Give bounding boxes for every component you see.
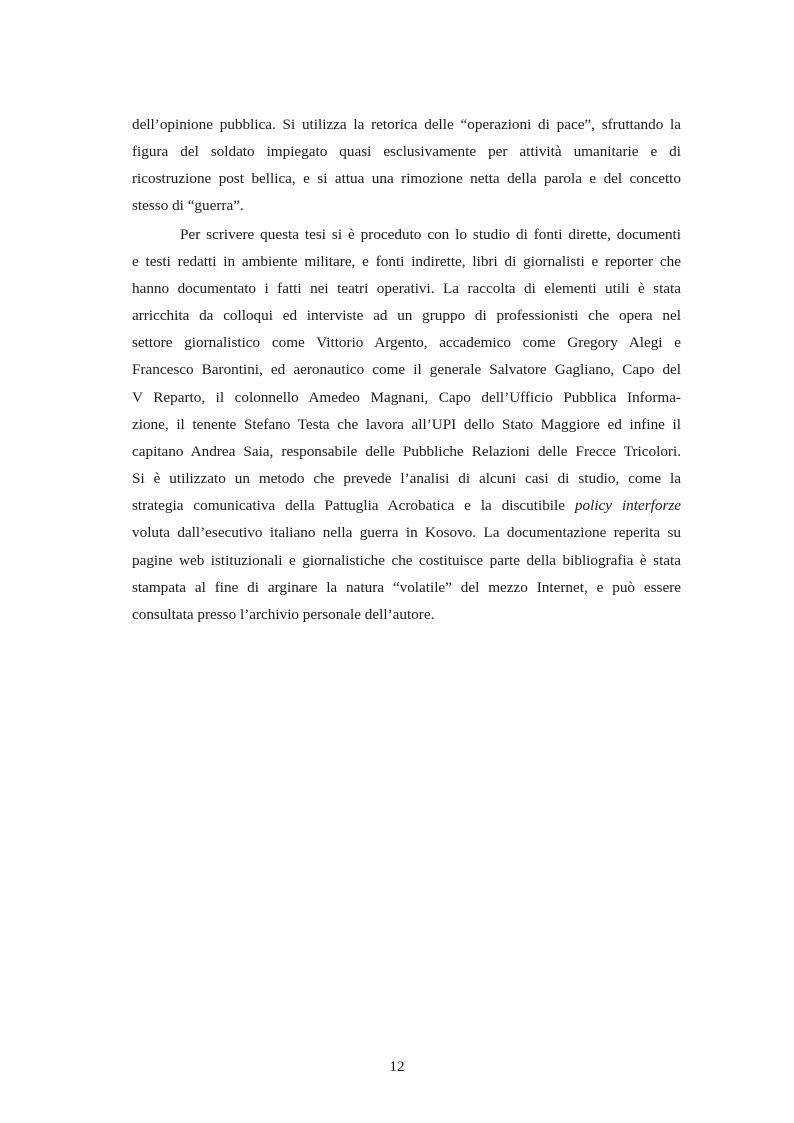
text-line: Francesco Barontini, ed aeronautico come il generale Salvatore Gagliano, Capo del bbox=[132, 361, 681, 378]
text-line: stesso di “guerra”. bbox=[132, 197, 244, 214]
page-number: 12 bbox=[389, 1058, 405, 1075]
text-line: figura del soldato impiegato quasi esclusivamente per attività umanitarie e di bbox=[132, 143, 681, 160]
text-line: hanno documentato i fatti nei teatri operativi. La raccolta di elementi utili è stata bbox=[132, 280, 681, 297]
text-line: voluta dall’esecutivo italiano nella guerra in Kosovo. La documentazione reperita su bbox=[132, 524, 681, 541]
text-line: settore giornalistico come Vittorio Argento, accademico come Gregory Alegi e bbox=[132, 334, 681, 351]
text-line: Per scrivere questa tesi si è proceduto con lo studio di fonti dirette, documenti bbox=[180, 226, 681, 243]
text-line-with-italic bbox=[132, 495, 681, 517]
italic-term: policy interforze bbox=[574, 497, 682, 514]
text-line: ricostruzione post bellica, e si attua una rimozione netta della parola e del concetto bbox=[132, 170, 681, 187]
text-line: V Reparto, il colonnello Amedeo Magnani, Capo dell’Ufficio Pubblica Informa- bbox=[132, 389, 681, 406]
text-line: zione, il tenente Stefano Testa che lavora all’UPI dello Stato Maggiore ed infine il bbox=[132, 416, 681, 433]
text-line: e testi redatti in ambiente militare, e fonti indirette, libri di giornalisti e reporter che bbox=[132, 253, 681, 270]
text-line: arricchita da colloqui ed interviste ad un gruppo di professionisti che opera nel bbox=[132, 307, 681, 324]
text-line: stampata al fine di arginare la natura “volatile” del mezzo Internet, e può essere bbox=[132, 579, 681, 596]
text-line: dell’opinione pubblica. Si utilizza la retorica delle “operazioni di pace”, sfruttando la bbox=[132, 116, 681, 133]
text-line: Si è utilizzato un metodo che prevede l’analisi di alcuni casi di studio, come la bbox=[132, 470, 681, 487]
text-segment: strategia comunicativa della Pattuglia Acrobatica e la discutibile bbox=[132, 497, 565, 514]
text-line: pagine web istituzionali e giornalistiche che costituisce parte della bibliografia è stata bbox=[132, 552, 681, 569]
text-line: capitano Andrea Saia, responsabile delle Pubbliche Relazioni delle Frecce Tricolori. bbox=[132, 443, 681, 460]
text-line: consultata presso l’archivio personale dell’autore. bbox=[132, 606, 435, 623]
